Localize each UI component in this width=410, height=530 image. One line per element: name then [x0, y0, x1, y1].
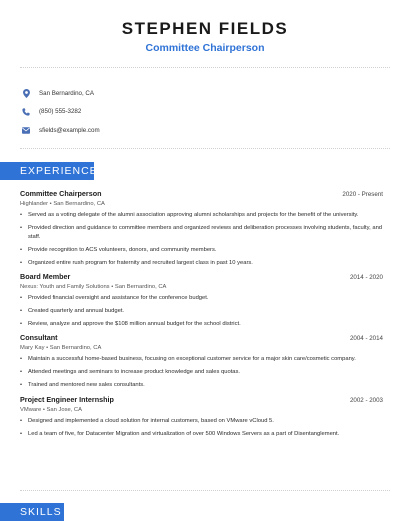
job-entry-title: Board Member [20, 271, 71, 281]
job-bullet: • Created quarterly and annual budget. [20, 307, 383, 316]
job-entry-title: Consultant [20, 333, 58, 343]
job-entry-dates: 2014 - 2020 [349, 273, 383, 281]
header-divider [20, 67, 390, 68]
job-title: Committee Chairperson [145, 42, 265, 54]
map-pin-icon [22, 89, 30, 97]
section-heading-skills: SKILLS [0, 503, 64, 521]
candidate-name: STEPHEN FIELDS [121, 19, 289, 38]
job-entry-dates: 2004 - 2014 [349, 335, 383, 343]
job-entry [20, 189, 383, 267]
resume-header [0, 0, 410, 54]
job-bullet: • Review, analyze and approve the $108 million annual budget for the school district. [20, 320, 383, 329]
job-entry [20, 272, 383, 329]
job-entry-title: Project Engineer Internship [20, 394, 114, 404]
contact-divider [20, 148, 390, 149]
job-entry-company: Mary Kay • San Bernardino, CA [20, 345, 102, 352]
phone-icon [22, 108, 30, 116]
job-entry-dates: 2002 - 2003 [349, 396, 383, 404]
experience-list [20, 189, 383, 443]
job-entry-title: Committee Chairperson [20, 189, 102, 198]
job-bullet: • Maintain a successful home-based business, focusing on exceptional customer service for a major skin care/cosmetic company. [20, 355, 383, 364]
job-entry-company: Nexus: Youth and Family Solutions • San Bernardino, CA [20, 283, 167, 290]
job-bullet: • Organized entire rush program for fraternity and recruited largest class in past 10 years. [20, 259, 383, 268]
job-bullet: • Served as a voting delegate of the alumni association approving alumni scholarships and projects for the benefit of the university. [20, 211, 383, 220]
contact-location [22, 84, 100, 103]
job-bullet: • Led a team of five, for Datacenter Migration and virtualization of over 500 Windows Servers as a part of Disentanglement. [20, 430, 383, 439]
contact-email [22, 121, 100, 140]
job-entry-company: Highlander • San Bernardino, CA [20, 201, 105, 207]
envelope-icon [22, 126, 30, 134]
job-bullet: • Trained and mentored new sales consultants. [20, 381, 383, 390]
job-entry [20, 395, 383, 439]
job-bullet: • Attended meetings and seminars to increase product knowledge and sales quotas. [20, 368, 383, 377]
job-entry-dates: 2020 - Present [342, 191, 383, 198]
job-bullet: • Provided direction and guidance to committee members and organized reviews and deliberation processes involving students, faculty, and staff. [20, 224, 383, 241]
contact-phone [22, 103, 100, 122]
location-text: San Bernardino, CA [39, 89, 95, 97]
job-entry-company: VMware • San Jose, CA [20, 406, 82, 413]
contact-info [22, 84, 100, 140]
experience-divider [20, 490, 390, 491]
phone-text: (850) 555-3282 [39, 108, 82, 116]
job-entry [20, 333, 383, 390]
email-text: sfields@example.com [39, 126, 100, 134]
job-bullet: • Provided financial oversight and assistance for the conference budget. [20, 294, 383, 303]
section-heading-experience: EXPERIENCE [0, 162, 94, 180]
job-bullet: • Designed and implemented a cloud solution for internal customers, based on VMware vCloud 5. [20, 417, 383, 426]
job-bullet: • Provide recognition to ACS volunteers, donors, and community members. [20, 246, 383, 255]
